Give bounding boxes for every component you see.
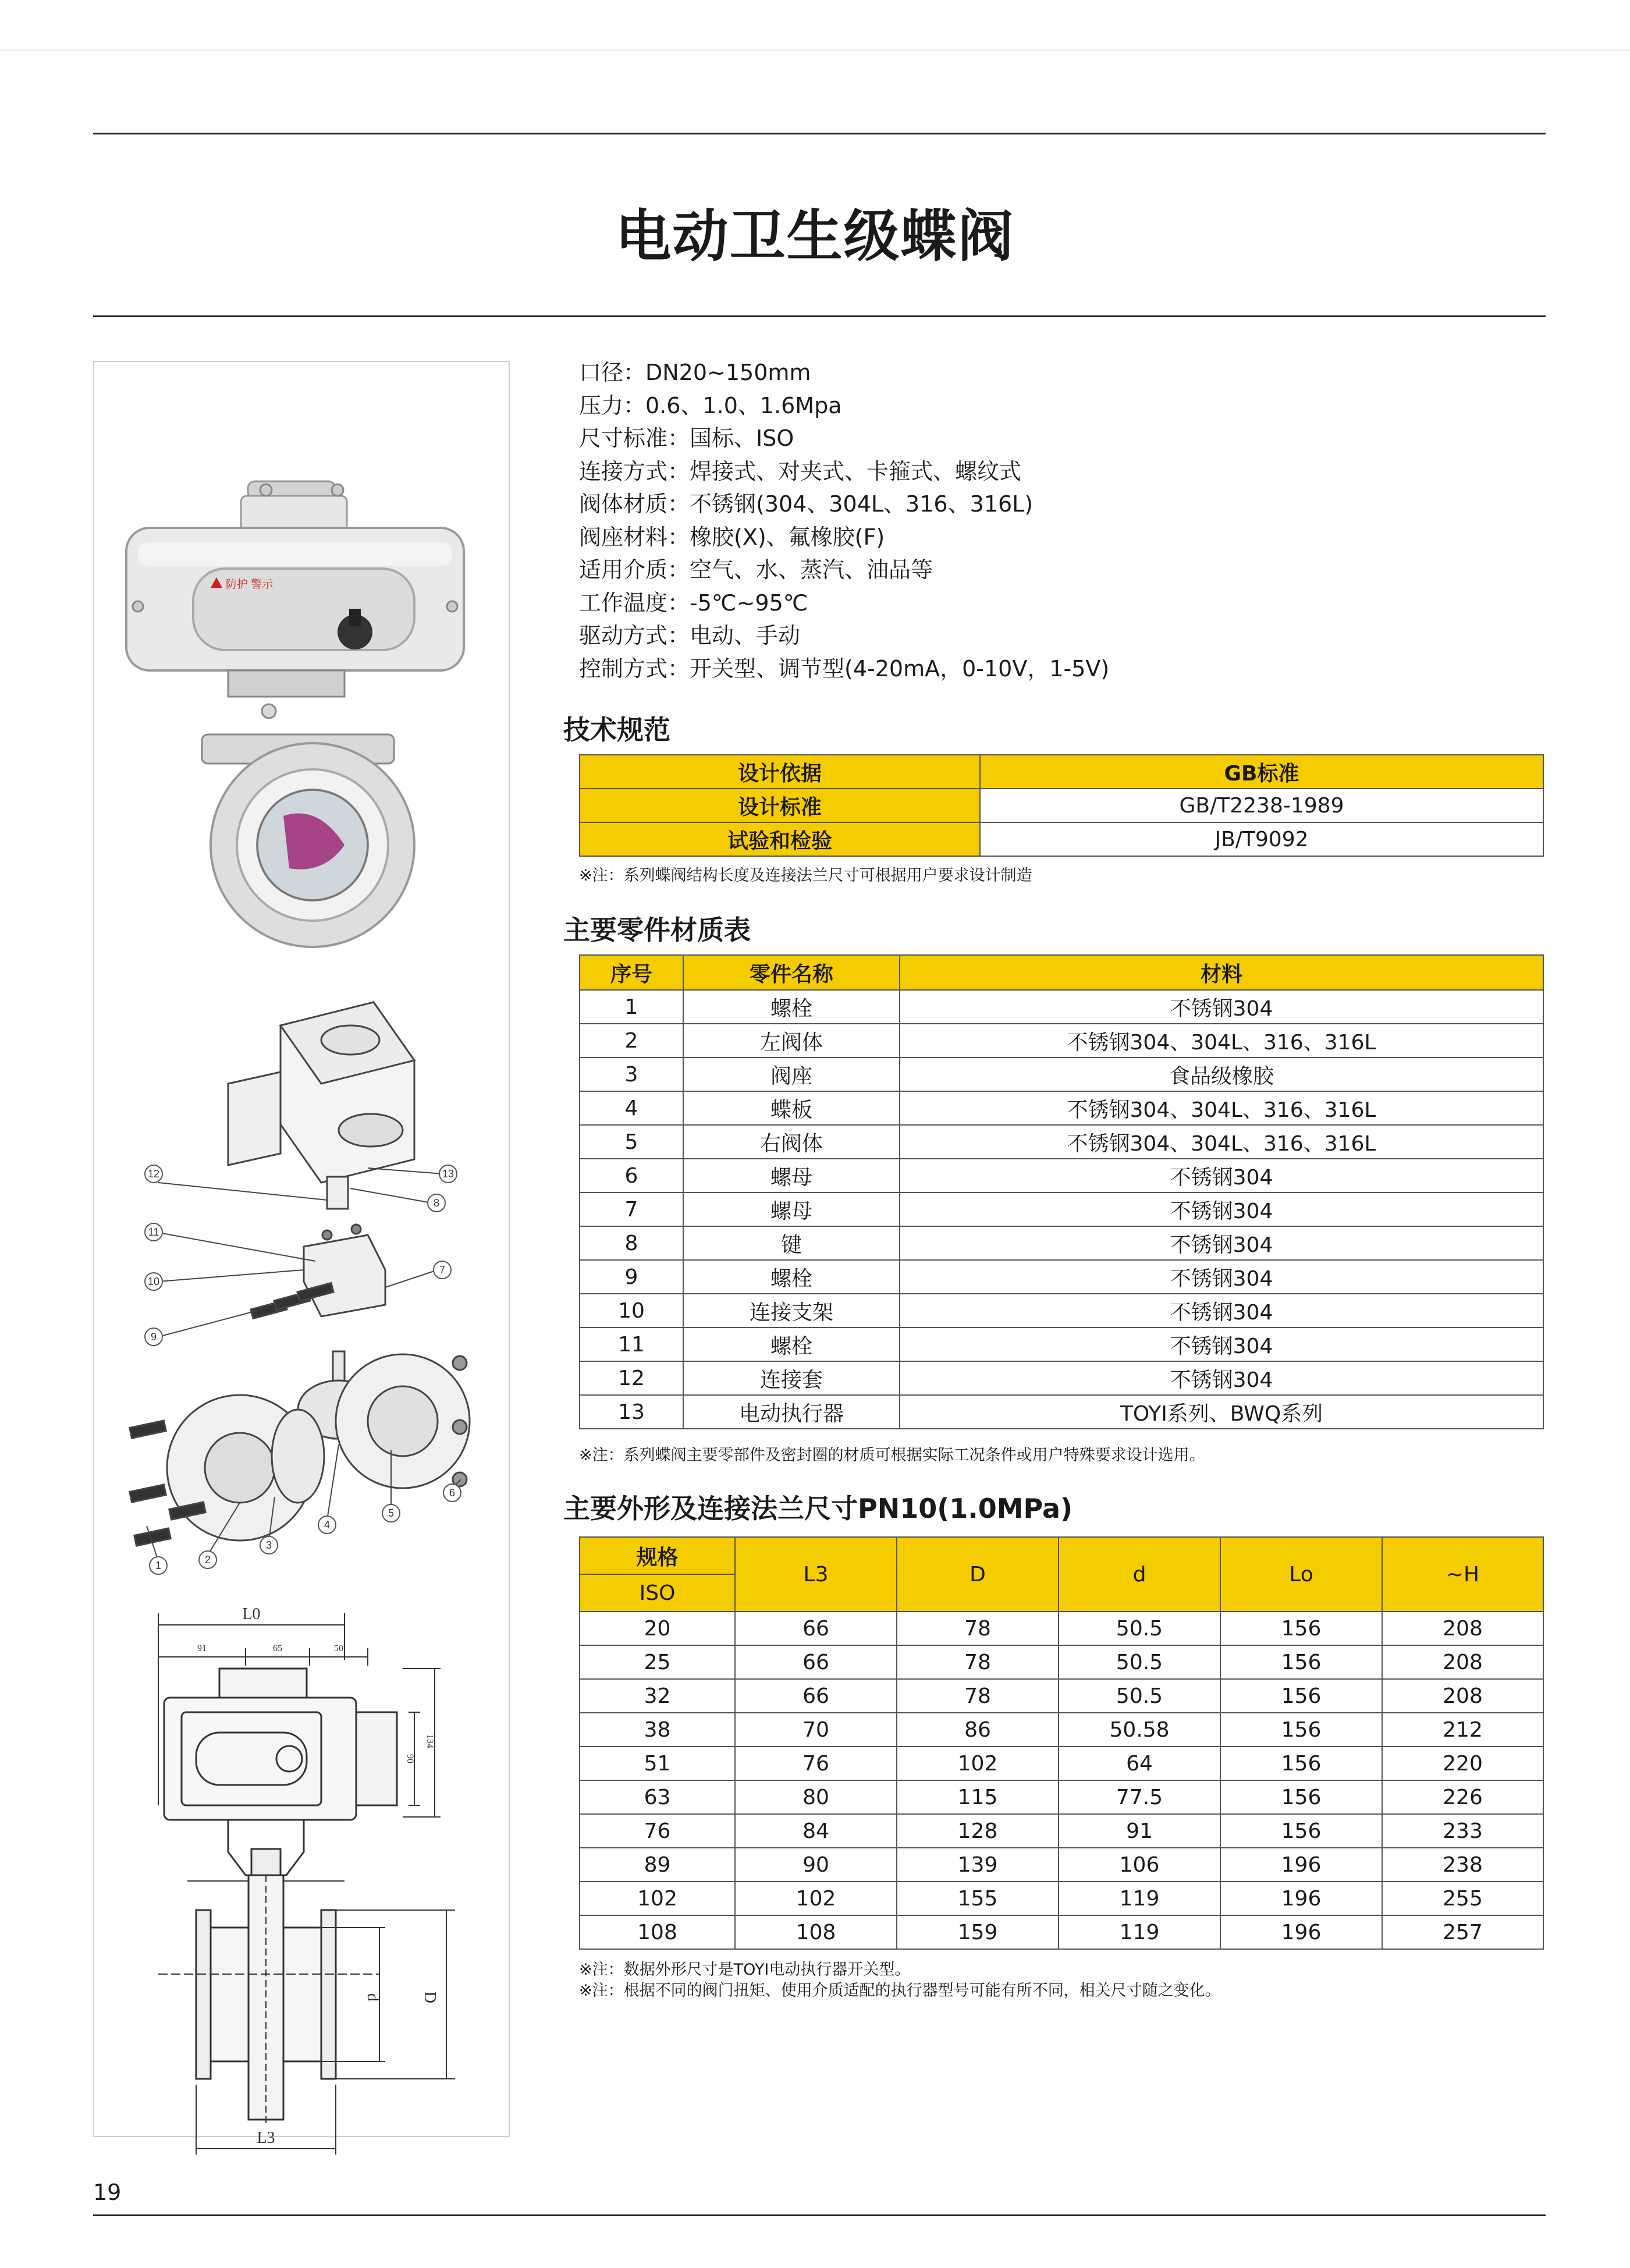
cell: 102 [897,1747,1059,1780]
cell: 78 [897,1645,1059,1679]
cell: 4 [580,1091,683,1125]
cell: 156 [1220,1713,1382,1747]
table-row [580,789,1543,822]
dims-note: ※注：根据不同的阀门扭矩、使用介质适配的执行器型号可能有所不同，相关尺寸随之变化。 [579,1982,1221,2000]
cell: 不锈钢304、304L、316、316L [900,1024,1543,1057]
product-photo [126,481,464,947]
cell: 不锈钢304 [900,1159,1543,1192]
title-underline [93,315,1546,317]
cell: 64 [1059,1747,1220,1780]
col-header: 材料 [900,955,1543,990]
callout-2: 2 [204,1554,211,1566]
callout-12: 12 [147,1168,160,1180]
cell: 8 [580,1226,683,1260]
cell: 86 [897,1713,1059,1747]
cell: 196 [1220,1882,1382,1915]
cell: 84 [735,1814,897,1848]
cell: 蝶板 [683,1091,900,1125]
illustration-panel [93,361,510,2147]
spec-line: 压力：0.6、1.0、1.6Mpa [579,392,842,418]
cell: 不锈钢304、304L、316、316L [900,1125,1543,1159]
cell: 63 [580,1780,735,1814]
cell: 208 [1382,1679,1543,1713]
bottom-rule [93,2214,1546,2216]
cell: 238 [1382,1848,1543,1882]
cell: 208 [1382,1645,1543,1679]
cell: 阀座 [683,1057,900,1091]
callout-11: 11 [148,1226,159,1238]
cell: 77.5 [1059,1780,1220,1814]
cell: 11 [580,1328,683,1361]
cell: 13 [580,1395,683,1429]
dim-label-91: 91 [197,1644,207,1653]
cell: 208 [1382,1612,1543,1645]
page-title: 电动卫生级蝶阀 [615,204,1015,269]
cell: 102 [735,1882,897,1915]
table-row [580,990,1543,1024]
cell: 螺栓 [683,1260,900,1294]
cell: 10 [580,1294,683,1328]
cell: 80 [735,1780,897,1814]
dims-heading: 主要外形及连接法兰尺寸PN10(1.0MPa) [563,1493,1073,1524]
table-row [580,1915,1543,1949]
cell: 不锈钢304 [900,1361,1543,1395]
cell: 不锈钢304 [900,1192,1543,1226]
dim-label-134: 134 [425,1734,435,1748]
spec-line: 阀体材质：不锈钢(304、304L、316、316L) [579,491,1034,517]
col-header: D [897,1537,1059,1612]
cell: 255 [1382,1882,1543,1915]
spec-line: 工作温度：-5℃~95℃ [579,590,808,616]
table-row [580,1328,1543,1361]
spec-line: 阀座材料：橡胶(X)、氟橡胶(F) [579,524,885,550]
table-row [580,755,1543,789]
cell: 66 [735,1679,897,1713]
cell: 12 [580,1361,683,1395]
cell: 119 [1059,1882,1220,1915]
table-row [580,1848,1543,1882]
callout-9: 9 [150,1331,157,1343]
spec-line: 连接方式：焊接式、对夹式、卡箍式、螺纹式 [579,458,1022,484]
cell: 76 [580,1814,735,1848]
cell: 102 [580,1882,735,1915]
col-header: 序号 [580,955,683,990]
cell: 20 [580,1612,735,1645]
cell: 70 [735,1713,897,1747]
cell: 159 [897,1915,1059,1949]
table-row [580,1125,1543,1159]
cell: 9 [580,1260,683,1294]
tech-table [579,754,1544,857]
col-header: 零件名称 [683,955,900,990]
tech-cell: GB标准 [980,755,1543,789]
cell: 连接套 [683,1361,900,1395]
cell: 不锈钢304 [900,1328,1543,1361]
table-row [580,822,1543,856]
spec-line: 驱动方式：电动、手动 [579,623,801,648]
cell: TOYI系列、BWQ系列 [900,1395,1543,1429]
cell: 螺母 [683,1192,900,1226]
dims-note: ※注：数据外形尺寸是TOYI电动执行器开关型。 [579,1961,911,1979]
cell: 连接支架 [683,1294,900,1328]
cell: 不锈钢304 [900,990,1543,1024]
cell: 50.5 [1059,1612,1220,1645]
table-row [580,1612,1543,1645]
table-row [580,1159,1543,1192]
cell: 220 [1382,1747,1543,1780]
table-row [580,1780,1543,1814]
cell: 螺母 [683,1159,900,1192]
iso-header: ISO [580,1574,735,1612]
cell: 不锈钢304、304L、316、316L [900,1091,1543,1125]
cell: 不锈钢304 [900,1260,1543,1294]
cell: 25 [580,1645,735,1679]
cell: 2 [580,1024,683,1057]
cell: 106 [1059,1848,1220,1882]
col-header: Lo [1220,1537,1382,1612]
callout-3: 3 [265,1539,272,1551]
table-row [580,1361,1543,1395]
cell: 50.5 [1059,1679,1220,1713]
cell: 119 [1059,1915,1220,1949]
dim-label-65: 65 [273,1644,282,1653]
dim-label-d-small: d [364,1993,382,2001]
cell: 156 [1220,1780,1382,1814]
callout-7: 7 [439,1264,446,1276]
cell: 156 [1220,1679,1382,1713]
cell: 66 [735,1645,897,1679]
cell: 226 [1382,1780,1543,1814]
cell: 32 [580,1679,735,1713]
cell: 233 [1382,1814,1543,1848]
spec-line: 口径：DN20~150mm [579,360,811,385]
cell: 食品级橡胶 [900,1057,1543,1091]
callout-10: 10 [147,1276,160,1287]
illustration-svg [94,362,509,2147]
cell: 50.58 [1059,1713,1220,1747]
callout-5: 5 [388,1507,395,1519]
tech-cell: GB/T2238-1989 [980,789,1543,822]
cell: 108 [735,1915,897,1949]
exploded-view [130,1002,470,1561]
tech-heading: 技术规范 [563,714,670,746]
cell: 212 [1382,1713,1543,1747]
tech-note: ※注：系列蝶阀结构长度及连接法兰尺寸可根据用户要求设计制造 [579,867,1032,885]
col-header: d [1059,1537,1220,1612]
cell: 螺栓 [683,1328,900,1361]
dim-label-l0: L0 [242,1605,261,1623]
cell: 196 [1220,1848,1382,1882]
tech-cell: 设计依据 [580,755,980,789]
cell: 38 [580,1713,735,1747]
spec-line: 尺寸标准：国标、ISO [579,425,794,451]
col-header: ~H [1382,1537,1543,1612]
dims-table [579,1536,1544,1950]
table-row [580,1226,1543,1260]
table-row [580,1395,1543,1429]
dimension-drawing [158,1613,455,2155]
cell: 257 [1382,1915,1543,1949]
tech-cell: 设计标准 [580,789,980,822]
cell: 螺栓 [683,990,900,1024]
cell: 156 [1220,1645,1382,1679]
cell: 156 [1220,1612,1382,1645]
cell: 电动执行器 [683,1395,900,1429]
cell: 156 [1220,1814,1382,1848]
table-row [580,1713,1543,1747]
warning-label-text: 防护 警示 [226,578,274,591]
parts-heading: 主要零件材质表 [563,914,751,946]
table-row [580,1679,1543,1713]
tech-cell: 试验和检验 [580,822,980,856]
top-faint-rule [0,49,1630,51]
callout-4: 4 [324,1519,331,1531]
cell: 51 [580,1747,735,1780]
spec-line: 适用介质：空气、水、蒸汽、油品等 [579,557,933,583]
callout-8: 8 [433,1197,440,1209]
callout-13: 13 [442,1168,454,1180]
cell: 156 [1220,1747,1382,1780]
table-row [580,1260,1543,1294]
cell: 155 [897,1882,1059,1915]
cell: 76 [735,1747,897,1780]
table-row [580,1747,1543,1780]
cell: 不锈钢304 [900,1226,1543,1260]
table-row [580,1192,1543,1226]
dim-label-l3: L3 [257,2129,275,2147]
cell: 78 [897,1612,1059,1645]
cell: 91 [1059,1814,1220,1848]
table-row [580,1882,1543,1915]
spec-header: 规格 [580,1537,735,1574]
callout-1: 1 [155,1560,162,1571]
spec-list [579,356,1109,685]
cell: 不锈钢304 [900,1294,1543,1328]
table-row [580,1645,1543,1679]
parts-note: ※注：系列蝶阀主要零部件及密封圈的材质可根据实际工况条件或用户特殊要求设计选用。 [579,1446,1205,1464]
cell: 5 [580,1125,683,1159]
callout-6: 6 [449,1487,456,1499]
cell: 89 [580,1848,735,1882]
table-row [580,1057,1543,1091]
cell: 139 [897,1848,1059,1882]
cell: 键 [683,1226,900,1260]
cell: 50.5 [1059,1645,1220,1679]
dim-label-50: 50 [334,1644,343,1653]
table-row [580,1024,1543,1057]
table-row [580,1814,1543,1848]
dim-label-d-large: D [421,1991,439,2004]
cell: 90 [735,1848,897,1882]
page-number: 19 [93,2180,122,2205]
table-row [580,1294,1543,1328]
cell: 3 [580,1057,683,1091]
cell: 78 [897,1679,1059,1713]
tech-cell: JB/T9092 [980,822,1543,856]
col-header: L3 [735,1537,897,1612]
dim-label-90: 90 [405,1754,415,1763]
cell: 6 [580,1159,683,1192]
cell: 左阀体 [683,1024,900,1057]
cell: 右阀体 [683,1125,900,1159]
cell: 108 [580,1915,735,1949]
table-header-row [580,1537,1543,1574]
parts-table [579,954,1544,1429]
cell: 128 [897,1814,1059,1848]
cell: 7 [580,1192,683,1226]
table-row [580,1091,1543,1125]
table-header-row [580,955,1543,990]
cell: 115 [897,1780,1059,1814]
top-rule [93,133,1546,134]
cell: 66 [735,1612,897,1645]
cell: 196 [1220,1915,1382,1949]
spec-line: 控制方式：开关型、调节型(4-20mA，0-10V，1-5V) [579,655,1110,682]
cell: 1 [580,990,683,1024]
